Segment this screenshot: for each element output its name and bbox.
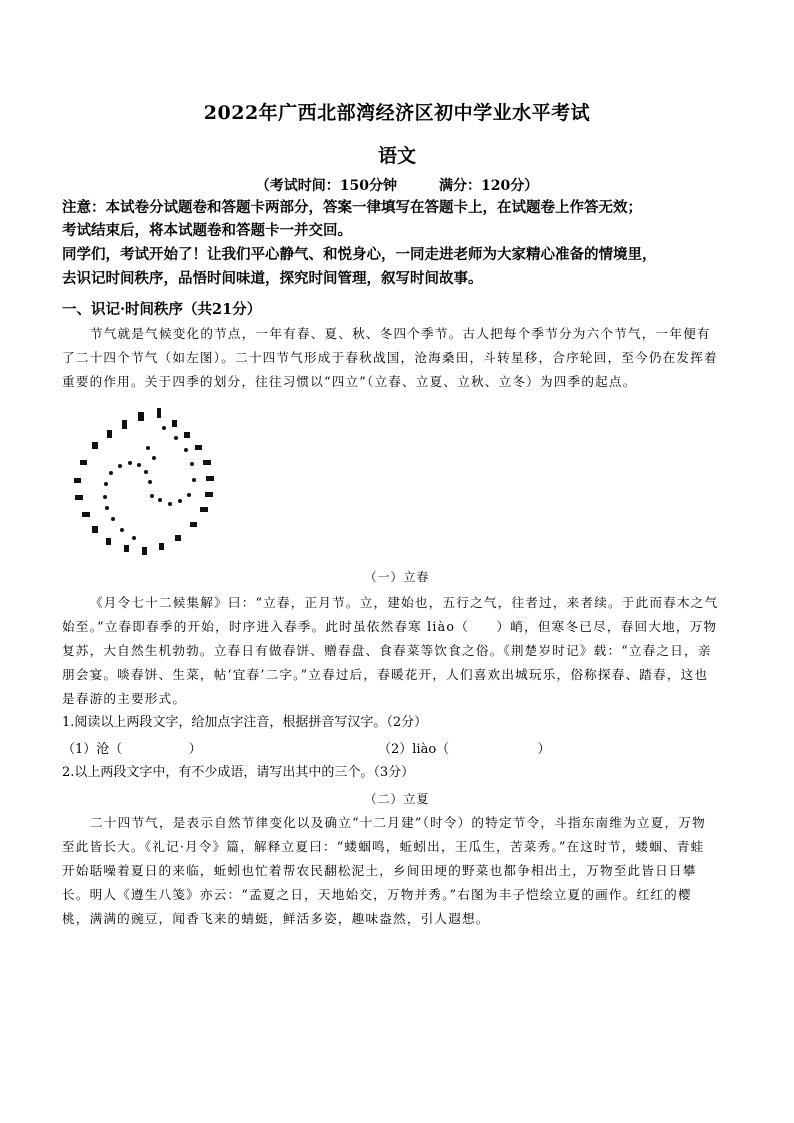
notice-line: 考试结束后，将本试题卷和答题卡一并交回。 <box>62 222 352 239</box>
question-1: 1.阅读以上两段文字，给加点字注音，根据拼音写汉字。（2分） <box>62 715 428 730</box>
q1-blank-2: （2）liào（ ） <box>378 742 551 757</box>
lichun-para-line: 《月令七十二候集解》曰：“立春，正月节。立，建始也，五行之气，往者过，来者续。于此而春木之气 <box>90 595 719 610</box>
full-score: 满分：120分） <box>439 178 539 194</box>
intro-line: 去识记时间秩序，品悟时间味道，探究时间管理，叙写时间故事。 <box>62 270 483 287</box>
exam-meta <box>0 175 794 195</box>
intro-para-line: 了二十四个节气（如左图）。二十四节气形成于春秋战国，沧海桑田，斗转星移，合序轮回，至今仍在发挥着 <box>62 350 718 365</box>
q1-blank-1-label: （1）沧（ <box>62 742 123 757</box>
exam-time: （考试时间：150分钟 <box>255 178 397 194</box>
part-heading-lixia: （二）立夏 <box>364 792 430 806</box>
intro-para-line: 重要的作用。关于四季的划分，往往习惯以“四立”（立春、立夏、立秋、立冬）为四季的起点。 <box>62 374 637 389</box>
intro-line: 同学们，考试开始了！让我们平心静气、和悦身心，一同走进老师为大家精心准备的情境里， <box>62 246 657 263</box>
intro-para-line: 节气就是气候变化的节点，一年有春、夏、秋、冬四个季节。古人把每个季节分为六个节气，一年便有 <box>90 326 711 341</box>
q1-blank-2-label: （2）liào（ <box>378 742 450 757</box>
lichun-para-line: 始至。”立春即春季的开始，时序进入春季。此时虽依然春寒 liào（ ）峭，但寒冬已尽，春回大地，万物 <box>62 619 718 634</box>
lixia-para-line: 长。明人《遵生八笺》亦云：“孟夏之日，天地始交，万物并秀。”右图为丰子恺绘立夏的画作。红红的樱 <box>62 887 692 902</box>
lichun-para-line: 朋会宴。啖春饼、生菜，帖‘宜春’二字。”立春过后，春暖花开，人们喜欢出城玩乐，俗称探春、踏春，这也 <box>62 667 709 682</box>
part-heading-lichun: （一）立春 <box>364 570 430 584</box>
q1-blank-1: （1）沧（ ） <box>62 742 202 757</box>
lichun-para-line: 复苏，大自然生机勃勃。立春日有做春饼、赠春盘、食春菜等饮食之俗。《荆楚岁时记》载：“立春之日，亲 <box>62 643 712 658</box>
spiral-diagram-icon <box>62 400 232 560</box>
notice-line: 注意：本试卷分试题卷和答题卡两部分，答案一律填写在答题卡上，在试题卷上作答无效； <box>62 199 642 216</box>
subject-title: 语文 <box>377 145 416 167</box>
lixia-para-line: 桃，满满的豌豆，闻香飞来的蜻蜓，鲜活多姿，趣味盎然，引人遐想。 <box>62 911 490 926</box>
lixia-para-line: 二十四节气，是表示自然节律变化以及确立“十二月建”（时令）的特定节令，斗指东南维为立夏，万物 <box>90 815 706 830</box>
question-2: 2.以上两段文字中，有不少成语，请写出其中的三个。（3分） <box>62 765 415 780</box>
exam-title: 2022年广西北部湾经济区初中学业水平考试 <box>203 102 591 124</box>
lichun-para-line: 是春游的主要形式。 <box>62 691 187 706</box>
lixia-para-line: 开始聒噪着夏日的来临，蚯蚓也忙着帮农民翻松泥土，乡间田埂的野菜也都争相出土，万物至此皆日日攀 <box>62 863 697 878</box>
solar-terms-spiral-figure <box>62 400 232 560</box>
section-heading: 一、识记·时间秩序（共21分） <box>62 301 262 318</box>
lixia-para-line: 至此皆长大。《礼记·月令》篇，解释立夏曰：“蝼蝈鸣，蚯蚓出，王瓜生，苦菜秀。”在这时节，蝼蝈、青蛙 <box>62 839 705 854</box>
